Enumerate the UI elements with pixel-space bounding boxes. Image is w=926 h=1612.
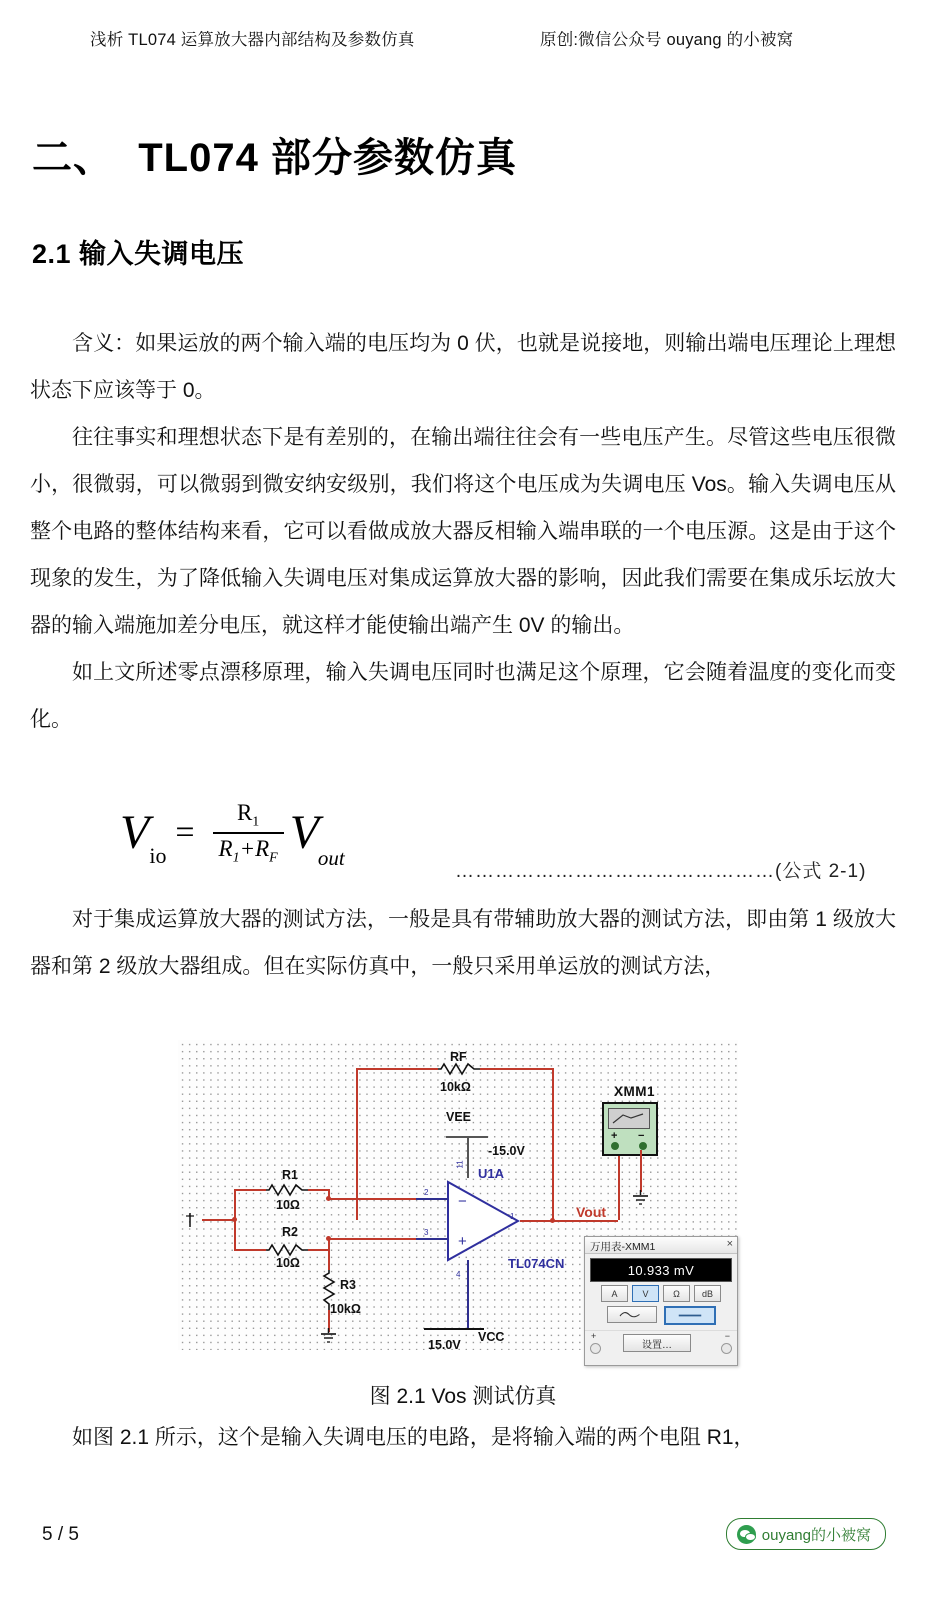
label-tl074cn: TL074CN (508, 1256, 565, 1271)
header-left-title: 浅析 TL074 运算放大器内部结构及参数仿真 (90, 31, 415, 49)
terminal-jack-plus[interactable] (590, 1343, 601, 1354)
label-r2-value: 10Ω (276, 1256, 300, 1270)
xmm1-icon-minus: − (638, 1130, 645, 1142)
fraction-bar (213, 832, 284, 834)
wechat-account-name: ouyang的小被窝 (761, 1526, 871, 1544)
pin-4-label: 4 (456, 1270, 461, 1279)
formula-block (120, 800, 900, 882)
fraction-numerator: $R_1$ (236, 800, 260, 830)
equation-number-leader: …………………………………………(公式 2-1) (455, 861, 867, 882)
ground-symbol-xmm (631, 1190, 651, 1208)
svg-text:−: − (458, 1193, 467, 1210)
vee-drop-wire (467, 1136, 469, 1178)
body-text-block-2 (30, 896, 896, 990)
multimeter-display: 10.933 mV (590, 1258, 732, 1282)
wire-r2-to-noninverting (328, 1238, 416, 1240)
paragraph-3: 如上文所述零点漂移原理，输入失调电压同时也满足这个原理，它会随着温度的变化而变化。 (30, 661, 896, 731)
multimeter-mode-buttons (585, 1285, 737, 1302)
node-vout (550, 1218, 555, 1223)
xmm1-icon-screen (608, 1108, 650, 1129)
node-input (232, 1217, 237, 1222)
resistor-rf-symbol (436, 1062, 482, 1076)
svg-text:+: + (458, 1233, 467, 1250)
label-vee: VEE (446, 1110, 472, 1124)
body-text-block-3 (30, 1414, 896, 1461)
label-u1a: U1A (478, 1166, 505, 1181)
header-right-credit: 原创:微信公众号 ouyang 的小被窝 (540, 31, 794, 49)
mode-button-current[interactable]: A (601, 1285, 628, 1302)
equation-rhs: V out (289, 806, 345, 871)
xmm1-icon-jack-minus (639, 1142, 647, 1150)
wire-ground-input (202, 1219, 236, 1221)
fraction-denominator: $R_1+R_F$ (218, 836, 278, 866)
label-vcc: VCC (478, 1330, 505, 1344)
terminal-minus-label: − (724, 1331, 730, 1341)
wire-xmm-right-down (640, 1150, 642, 1192)
page-number: 5 / 5 (42, 1524, 79, 1545)
settings-button[interactable]: 设置… (623, 1334, 691, 1352)
multimeter-footer (585, 1330, 737, 1357)
wechat-account-badge[interactable] (726, 1518, 886, 1550)
label-rf-ref: RF (450, 1050, 467, 1064)
paragraph-5: 如图 2.1 所示，这个是输入失调电压的电路，是将输入端的两个电阻 R1， (72, 1426, 755, 1449)
mode-button-voltage[interactable]: V (632, 1285, 659, 1302)
fraction (213, 800, 284, 867)
section-heading-2: 2.1 输入失调电压 (32, 239, 245, 269)
xmm1-icon-jack-plus (611, 1142, 619, 1150)
label-rf-value: 10kΩ (440, 1080, 471, 1094)
label-vcc-value: 15.0V (428, 1338, 461, 1352)
pin-2-label: 2 (424, 1188, 429, 1197)
paragraph-2: 往往事实和理想状态下是有差别的，在输出端往往会有一些电压产生。尽管这些电压很微小，很微弱，可以微弱到微安纳安级别，我们将这个电压成为失调电压 Vos。输入失调电压从整个电路的整体结构来看，它可以看做成放大器反相输入端串联的一个电压源。这是由于这个现象的发生，为了降低输入失调电压对集成运算放大器的影响，因此我们需要在集成乐坛放大器的输入端施加差分电压，就这样才能使输出端产生 0V 的输出。 (30, 426, 896, 637)
ground-symbol-r3 (319, 1328, 339, 1346)
wire-r2-left (234, 1249, 266, 1251)
multimeter-dialog[interactable] (584, 1236, 738, 1366)
equation-lhs: V io (120, 806, 167, 869)
label-r2-ref: R2 (282, 1225, 298, 1239)
wire-rf-down-right (552, 1068, 554, 1220)
wechat-icon (737, 1525, 756, 1544)
label-r3-ref: R3 (340, 1278, 356, 1292)
label-vee-value: -15.0V (488, 1144, 525, 1158)
label-r3-value: 10kΩ (330, 1302, 361, 1316)
resistor-r3-symbol (322, 1268, 336, 1312)
terminal-plus-label: + (591, 1331, 597, 1341)
equals-sign: = (175, 814, 195, 852)
close-icon[interactable]: × (726, 1238, 733, 1250)
ac-waveform-icon (617, 1309, 647, 1320)
vcc-rail (424, 1328, 484, 1330)
wire-vout (520, 1220, 618, 1222)
mode-button-resistance[interactable]: Ω (663, 1285, 690, 1302)
wire-rf-right (480, 1068, 552, 1070)
resistor-r2-symbol (264, 1243, 310, 1257)
resistor-r1-symbol (264, 1183, 310, 1197)
dc-line-icon (675, 1310, 705, 1321)
wire-r1-right (308, 1189, 330, 1191)
label-r1-ref: R1 (282, 1168, 298, 1182)
ground-symbol-input (184, 1210, 204, 1230)
label-vout: Vout (576, 1204, 607, 1220)
signal-button-dc[interactable] (664, 1306, 716, 1325)
xmm1-instrument-icon[interactable] (602, 1102, 658, 1156)
mode-button-decibel[interactable]: dB (694, 1285, 721, 1302)
running-header (0, 26, 926, 50)
paragraph-1: 含义：如果运放的两个输入端的电压均为 0 伏，也就是说接地，则输出端电压理论上理想状态下应该等于 0。 (30, 332, 896, 402)
opamp-inverting-input-wire (414, 1198, 448, 1200)
xmm1-icon-plus: + (611, 1130, 618, 1142)
label-r1-value: 10Ω (276, 1198, 300, 1212)
paragraph-4: 对于集成运算放大器的测试方法，一般是具有带辅助放大器的测试方法，即由第 1 级放大器和第 2 级放大器组成。但在实际仿真中，一般只采用单运放的测试方法， (30, 908, 896, 978)
pin-3-label: 3 (424, 1228, 429, 1237)
vcc-pin-wire (467, 1260, 469, 1328)
equation-2-1 (120, 800, 345, 871)
wire-r3-top (328, 1238, 330, 1270)
opamp-triangle-symbol (446, 1180, 522, 1262)
section-heading-1: 二、 TL074 部分参数仿真 (32, 136, 517, 180)
wire-r2-right (308, 1249, 330, 1251)
figure-caption: 图 2.1 Vos 测试仿真 (369, 1385, 557, 1408)
node-r1-junction (326, 1196, 331, 1201)
signal-button-ac[interactable] (607, 1306, 657, 1323)
body-text-block (30, 320, 896, 743)
multimeter-title-text: 万用表-XMM1 (590, 1241, 656, 1253)
wire-vout-up (618, 1150, 620, 1220)
wire-rf-left (356, 1068, 438, 1070)
pin-11-label: 11 (455, 1160, 465, 1169)
multimeter-titlebar (585, 1237, 737, 1254)
opamp-noninverting-input-wire (414, 1238, 448, 1240)
wire-r1-left (234, 1189, 266, 1191)
multimeter-signal-buttons (585, 1306, 737, 1325)
pin-1-label: 1 (510, 1212, 515, 1221)
label-xmm1: XMM1 (614, 1084, 656, 1099)
terminal-jack-minus[interactable] (721, 1343, 732, 1354)
wire-r1-to-inverting (328, 1198, 416, 1200)
node-r3 (326, 1236, 331, 1241)
